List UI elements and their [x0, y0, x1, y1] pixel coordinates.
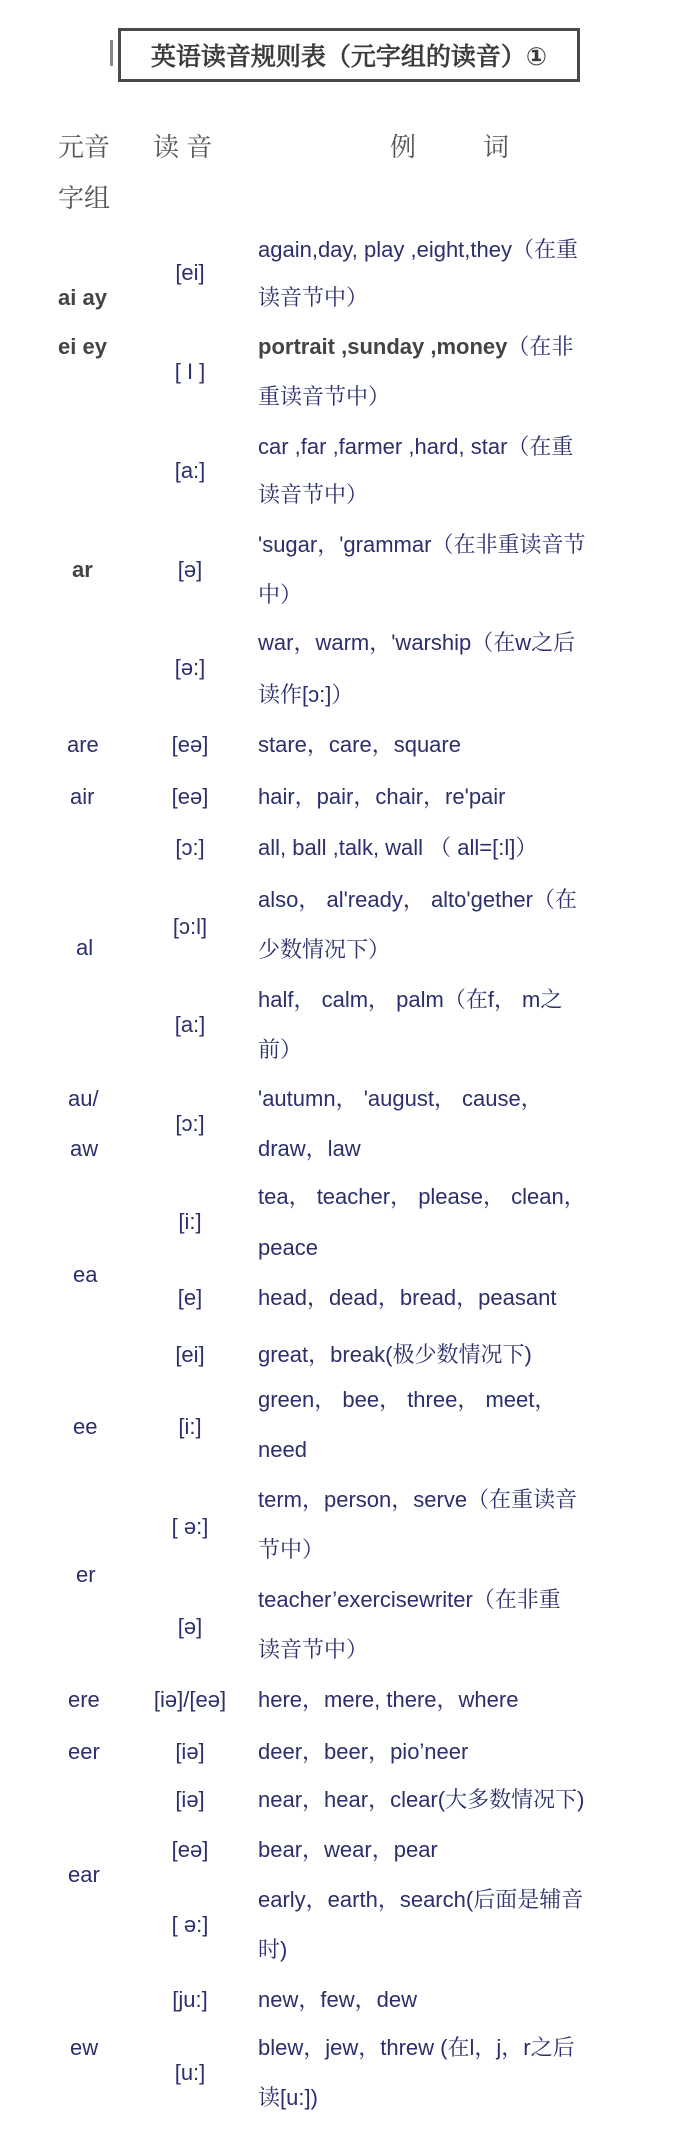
example-text: near，hear，clear(大多数情况下) [258, 1787, 585, 1812]
phonetic-symbol: [i:] [178, 1414, 202, 1439]
phonetic-symbol: [i:] [178, 1209, 202, 1234]
example-text: 'sugar，'grammar（在非重读音节 [258, 532, 586, 557]
example-line [258, 936, 390, 964]
phonetic-symbol: [ɔ:] [175, 1111, 205, 1136]
vowel-group-label: air [70, 784, 95, 809]
phonetic-symbol: [ə] [177, 1614, 203, 1639]
example-line [258, 1284, 556, 1312]
example-line [258, 986, 562, 1014]
example-text: 重读音节中） [258, 384, 391, 409]
example-line [258, 681, 353, 709]
phonetic-symbol: [ei] [175, 1342, 205, 1367]
header-example-1: 例 [390, 132, 417, 162]
phonetic-symbol: [eə] [171, 732, 209, 757]
example-text: 少数情况下） [258, 937, 391, 962]
example-line [258, 886, 577, 914]
example-line [258, 1936, 287, 1964]
example-bold-words: portrait ,sunday ,money [258, 334, 508, 359]
vowel-group-label: ew [70, 2035, 99, 2060]
phonetic-symbol: [iə]/[eə] [153, 1687, 227, 1712]
example-line [258, 1436, 307, 1464]
example-line [258, 1536, 324, 1564]
phonetic-symbol: [u:] [174, 2060, 206, 2085]
vowel-group-label: are [67, 732, 99, 757]
example-line [258, 1586, 561, 1614]
phonetic-symbol: [a:] [174, 1012, 206, 1037]
vowel-group-label: ee [73, 1414, 98, 1439]
example-line [258, 1836, 438, 1864]
phonetic-symbol: [ ə:] [171, 1912, 209, 1937]
vowel-group-label: aw [70, 1136, 99, 1161]
example-text: head，dead，bread，peasant [258, 1285, 557, 1310]
example-line [258, 1986, 417, 2014]
vowel-group-label: ei ey [58, 334, 107, 359]
example-line [258, 531, 585, 559]
phonetic-symbol: [e] [177, 1285, 203, 1310]
example-text: deer，beer，pio’neer [258, 1739, 469, 1764]
example-line [258, 1738, 468, 1766]
example-line [258, 1183, 586, 1211]
example-text: 读[u:]) [258, 2085, 318, 2110]
phonetic-symbol: [a:] [174, 458, 206, 483]
example-text: stare，care，square [258, 732, 461, 757]
example-text: term，person，serve（在重读音 [258, 1487, 578, 1512]
phonetic-symbol: [ɔ:l] [172, 914, 208, 939]
example-text: new，few，dew [258, 1987, 417, 2012]
example-text: great，break(极少数情况下) [258, 1342, 532, 1367]
phonetic-symbol: [ju:] [172, 1987, 208, 2012]
example-line [258, 1085, 543, 1113]
vowel-group-label: eer [68, 1739, 100, 1764]
header-vowel-line1: 元音 [58, 132, 111, 162]
example-line [258, 1686, 518, 1714]
phonetic-symbol: [ I ] [174, 359, 206, 384]
example-line [258, 1036, 302, 1064]
example-text: 读音节中） [258, 482, 369, 507]
example-line [258, 834, 537, 862]
page-title: 英语读音规则表（元字组的读音）① [150, 43, 548, 71]
vowel-group-label: al [76, 935, 94, 960]
example-text: 读音节中） [258, 1637, 369, 1662]
vowel-group-label: er [76, 1562, 96, 1587]
vowel-group-label: ai ay [58, 285, 107, 310]
example-line [258, 1786, 584, 1814]
example-text: war，warm，'warship（在w之后 [258, 630, 576, 655]
example-line [258, 1486, 577, 1514]
example-text: blew，jew，threw (在l，j，r之后 [258, 2035, 575, 2060]
title-marker [110, 40, 113, 66]
example-text: peace [258, 1235, 318, 1260]
example-text: teacher’exercisewriter（在非重 [258, 1587, 561, 1612]
example-text: again,day, play ,eight,they（在重 [258, 237, 578, 262]
example-text: all, ball ,talk, wall （ all=[:l]） [258, 835, 538, 860]
example-line [258, 1886, 583, 1914]
phonetic-symbol: [iə] [175, 1739, 205, 1764]
vowel-group-label: ar [72, 557, 93, 582]
header-vowel-line2: 字组 [58, 183, 111, 213]
vowel-group-label: ere [68, 1687, 100, 1712]
example-line [258, 629, 575, 657]
example-text: early，earth，search(后面是辅音 [258, 1887, 584, 1912]
example-text: hair，pair，chair，re'pair [258, 784, 506, 809]
example-line [258, 383, 390, 411]
vowel-group-label: au/ [68, 1086, 99, 1111]
example-text: （在非 [507, 334, 574, 359]
example-line [258, 284, 368, 312]
phonetic-symbol: [eə] [171, 784, 209, 809]
phonetic-symbol: [iə] [175, 1787, 205, 1812]
title-box [118, 28, 580, 82]
example-line [258, 333, 573, 361]
example-line [258, 2084, 318, 2112]
example-text: need [258, 1437, 307, 1462]
example-line [258, 581, 302, 609]
phonetic-symbol: [ei] [175, 260, 205, 285]
header-phonetic: 读 音 [153, 132, 213, 162]
example-line [258, 2034, 575, 2062]
example-text: 时) [258, 1937, 288, 1962]
example-text: green， bee， three， meet， [258, 1387, 557, 1412]
example-line [258, 783, 506, 811]
example-line [258, 1636, 368, 1664]
example-text: draw，law [258, 1136, 361, 1161]
phonetic-symbol: [ə:] [174, 655, 206, 680]
phonetic-symbol: [ɔ:] [175, 835, 205, 860]
example-line [258, 236, 578, 264]
example-text: 读作[ɔ:]） [258, 682, 354, 707]
example-text: here，mere, there，where [258, 1687, 519, 1712]
example-text: 中） [258, 582, 303, 607]
vowel-group-label: ea [73, 1262, 98, 1287]
phonetic-symbol: [eə] [171, 1837, 209, 1862]
example-line [258, 731, 461, 759]
header-example-2: 词 [483, 132, 510, 162]
example-line [258, 1386, 556, 1414]
example-text: tea， teacher， please， clean， [258, 1184, 586, 1209]
example-text: half， calm， palm（在f， m之 [258, 987, 563, 1012]
example-text: bear，wear，pear [258, 1837, 438, 1862]
phonetic-symbol: [ ə:] [171, 1514, 209, 1539]
example-text: 节中） [258, 1537, 325, 1562]
example-text: 'autumn， 'august， cause， [258, 1086, 543, 1111]
example-text: also， al'ready， alto'gether（在 [258, 887, 577, 912]
example-line [258, 1234, 318, 1262]
example-line [258, 1341, 532, 1369]
example-line [258, 1135, 361, 1163]
example-line [258, 433, 573, 461]
example-text: 前） [258, 1037, 303, 1062]
example-text: 读音节中） [258, 285, 369, 310]
vowel-group-label: ear [68, 1862, 100, 1887]
phonetic-symbol: [ə] [177, 557, 203, 582]
example-line [258, 481, 368, 509]
example-text: car ,far ,farmer ,hard, star（在重 [258, 434, 574, 459]
